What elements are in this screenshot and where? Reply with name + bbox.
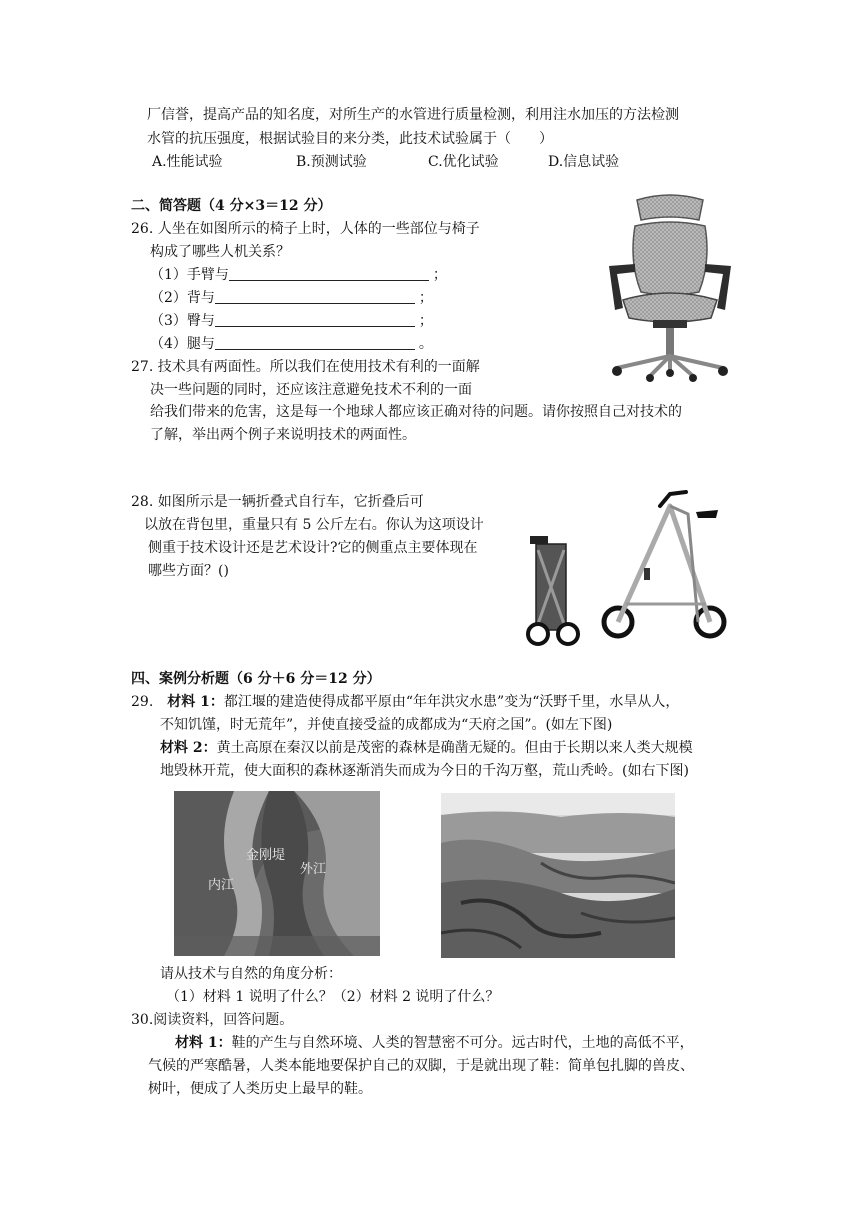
q30-title: 30.阅读资料，回答问题。 bbox=[131, 1012, 294, 1028]
q27-line-2: 决一些问题的同时，还应该注意避免技术不利的一面 bbox=[150, 382, 472, 398]
q27-line-3: 给我们带来的危害，这是每一个地球人都应该正确对待的问题。请你按照自己对技术的 bbox=[150, 404, 682, 420]
q27-line-4: 了解，举出两个例子来说明技术的两面性。 bbox=[150, 427, 416, 443]
landscape-photo-icon bbox=[441, 793, 675, 958]
q26-line-2: 构成了哪些人机关系？ bbox=[150, 244, 290, 260]
answer-blank-1[interactable] bbox=[229, 266, 429, 281]
q27-line-1: 27. 技术具有两面性。所以我们在使用技术有利的一面解 bbox=[131, 359, 480, 375]
q30-material-1-line-3: 树叶，便成了人类历史上最早的鞋。 bbox=[148, 1081, 372, 1097]
answer-blank-2[interactable] bbox=[215, 289, 415, 304]
photo-label-waijiang: 外江 bbox=[300, 862, 327, 877]
q30-material-1-line-1: 材料 1：鞋的产生与自然环境、人类的智慧密不可分。远古时代，土地的高低不平， bbox=[175, 1035, 694, 1051]
q28-line-4: 哪些方面？() bbox=[148, 563, 229, 579]
section-4-heading: 四、案例分析题（6 分＋6 分＝12 分） bbox=[131, 671, 381, 687]
q25-option-a: A.性能试验 bbox=[152, 154, 223, 170]
q25-option-d: D.信息试验 bbox=[548, 154, 620, 170]
q28-line-1: 28. 如图所示是一辆折叠式自行车，它折叠后可 bbox=[131, 494, 424, 510]
photo-label-neijiang: 内江 bbox=[208, 878, 235, 893]
q25-option-c: C.优化试验 bbox=[428, 154, 499, 170]
section-2-heading: 二、简答题（4 分×3＝12 分） bbox=[131, 198, 332, 214]
office-chair-image bbox=[595, 192, 745, 382]
photo-label-jingangdi: 金刚堤 bbox=[246, 848, 286, 863]
q29-material-1-line-2: 不知饥馑，时无荒年”，并使直接受益的成都成为“天府之国”。(如左下图) bbox=[160, 717, 613, 733]
folding-bicycle-image bbox=[520, 484, 760, 654]
river-photo-icon bbox=[174, 791, 380, 956]
q25-line-2: 水管的抗压强度，根据试验目的来分类，此技术试验属于（ ） bbox=[147, 131, 553, 147]
answer-blank-4[interactable] bbox=[215, 335, 415, 350]
q26-item-3: （3）臀与 ； bbox=[150, 313, 433, 329]
q25-option-b: B.预测试验 bbox=[296, 154, 367, 170]
q29-prompt: 请从技术与自然的角度分析： bbox=[160, 966, 342, 982]
q26-item-1: （1）手臂与 ； bbox=[150, 267, 447, 283]
office-chair-icon bbox=[595, 192, 745, 382]
q29-material-2-line-1: 材料 2：黄土高原在秦汉以前是茂密的森林是确凿无疑的。但由于长期以来人类大规模 bbox=[160, 740, 693, 756]
q26-item-2: （2）背与 ； bbox=[150, 290, 433, 306]
q26-item-4: （4）腿与 。 bbox=[150, 336, 433, 352]
answer-blank-3[interactable] bbox=[215, 312, 415, 327]
q29-material-2-line-2: 地毁林开荒，使大面积的森林逐渐消失而成为今日的千沟万壑，荒山秃岭。(如右下图) bbox=[160, 763, 689, 779]
dujiangyan-photo bbox=[174, 791, 380, 956]
loess-plateau-photo bbox=[441, 793, 675, 958]
q25-line-1: 厂信誉，提高产品的知名度，对所生产的水管进行质量检测，利用注水加压的方法检测 bbox=[147, 107, 679, 123]
q29-sub-questions: （1）材料 1 说明了什么？（2）材料 2 说明了什么？ bbox=[166, 989, 500, 1005]
q30-material-1-line-2: 气候的严寒酷暑，人类本能地要保护自己的双脚，于是就出现了鞋：简单包扎脚的兽皮、 bbox=[148, 1058, 694, 1074]
q28-line-2: 以放在背包里，重量只有 5 公斤左右。你认为这项设计 bbox=[144, 517, 484, 533]
q29-material-1-line-1: 29. 材料 1：都江堰的建造使得成都平原由“年年洪灾水患”变为“沃野千里，水旱从人， bbox=[131, 694, 680, 710]
q26-line-1: 26. 人坐在如图所示的椅子上时，人体的一些部位与椅子 bbox=[131, 221, 480, 237]
bicycle-icon bbox=[520, 484, 760, 654]
q28-line-3: 侧重于技术设计还是艺术设计?它的侧重点主要体现在 bbox=[148, 540, 478, 556]
